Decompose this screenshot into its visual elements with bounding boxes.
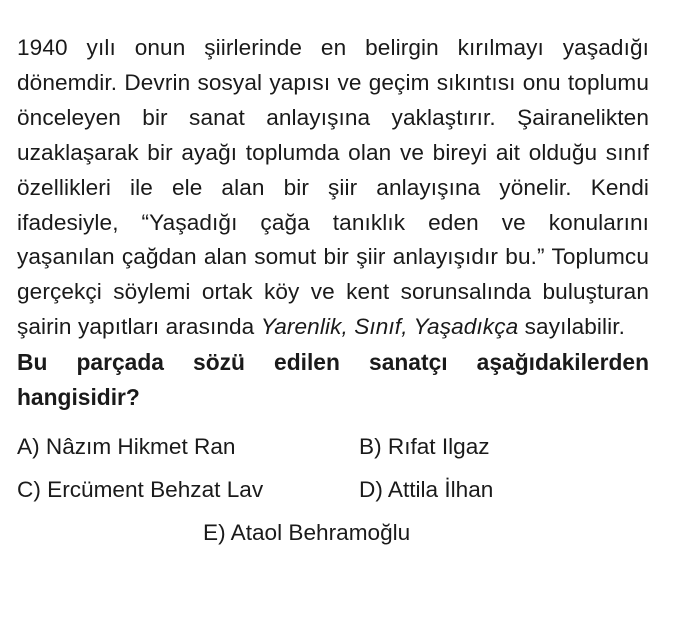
question-stem: Bu parçada sözü edilen sanatçı aşağıdakilerden hangisidir? [17, 349, 649, 410]
option-c[interactable]: C) Ercüment Behzat Lav [17, 476, 264, 502]
option-e[interactable]: E) Ataol Behramoğlu [203, 519, 411, 545]
option-b[interactable]: B) Rıfat Ilgaz [359, 433, 490, 459]
option-d[interactable]: D) Attila İlhan [359, 476, 494, 502]
answer-options [17, 433, 649, 573]
passage-text-end: sayılabilir. [518, 314, 626, 340]
passage-works-italic: Yarenlik, Sınıf, Yaşadıkça [260, 314, 519, 340]
reading-passage [17, 31, 649, 345]
option-a[interactable]: A) Nâzım Hikmet Ran [17, 433, 236, 459]
passage-text: 1940 yılı onun şiirlerinde en belirgin kırılmayı yaşadığı dönemdir. Devrin sosyal yapısı ve geçim sıkıntısı onu toplumu önceleyen bir sanat anlayışına yaklaştırır. Şairanelikten uzaklaşarak bir ayağı toplumda olan ve bireyi ait olduğu sınıf özellikleri ile ele alan bir şiir anlayışına yönelir. Kendi ifadesiyle, “Yaşadığı çağa tanıklık eden ve konularını yaşanılan çağdan alan somut bir şiir anlayışıdır bu.” Toplumcu gerçekçi söylemi ortak köy ve kent sorunsalında buluşturan şairin yapıtları arasında [17, 35, 649, 340]
